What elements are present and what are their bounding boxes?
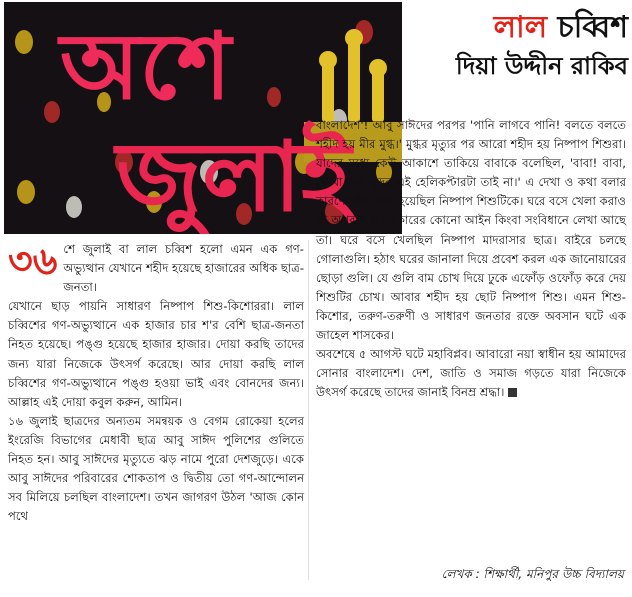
right-column [316,116,626,402]
right-paragraph-2 [316,345,626,402]
title-red-part: লাল [493,10,548,45]
left-paragraph-3: ১৬ জুলাই ছাত্রদের অন্যতম সমন্বয়ক ও বেগম রোকেয়া হলের ইংরেজি বিভাগের মেধাবী ছাত্র আবু সাঈদ পুলিশের গুলিতে নিহত হন। আবু সাঈদের মৃত্যুতে ঝড় নামে পুরো দেশজুড়ে। একে আবু সাঈদের পরিবারের শোকতাপ ও দ্বিতীয় তো গণ-আন্দোলন সব মিলিয়ে চলছিল বাংলাদেশ। তখন জাগরণ উঠল 'আজ কোন পথে [8,413,304,524]
artwork-word-1: অশে [60,13,232,120]
left-paragraph-2: যেখানে ছাড় পায়নি সাধারণ নিষ্পাপ শিশু-কিশোররা। লাল চব্বিশের গণ-অভ্যুত্থানে এক হাজার চার শ'র বেশি ছাত্র-জনতা নিহত হয়েছে। পঙ্গু হয়েছে হাজার হাজার। দোয়া করছি তাদের জন্য যারা নিজেকে উৎসর্গ করেছে। আর দোয়া করছি লাল চব্বিশের গণ-অভ্যুত্থানে পঙ্গু হওয়া ভাই এবং বোনদের জন্য। আল্লাহ এই দোয়া কবুল করুন, আমিন। [8,299,304,409]
right-paragraph-1: বাংলাদেশ'! আবু সাঈদের পরপর 'পানি লাগবে পানি! বলতে বলতে শহীদ হয় মীর মুগ্ধ।' মুগ্ধর মৃত্যুর পর আরো শহীদ হয় নিষ্পাপ শিশুরা। যাদের মধ্যে কেউ আকাশে তাকিয়ে বাবাকে বলেছিল, 'বাবা! বাবা, দেখো কত সুন্দর এই হেলিকপ্টারটা তাই না।' এ দেখা ও কথা বলার কারণে শহীদ হতে হয়েছিল নিষ্পাপ শিশুটিকে। ঘরে বসে খেলা করাও কী অপরাধ বা সরকারের কোনো আইন কিংবা সংবিধানে লেখা আছে তা। ঘরে বসে খেলছিল নিষ্পাপ মাদরাসার ছাত্র। বাইরে চলছে গোলাগুলি। হঠাৎ ঘরের জানালা দিয়ে প্রবেশ করল এক জানোয়ারের ছোড়া গুলি। যে গুলি বাম চোখ দিয়ে ঢুকে এফোঁড় ওফোঁড় করে দেয় শিশুটির চোখ। আবার শহীদ হয় ছোট নিষ্পাপ শিশু। এমন শিশু-কিশোর, তরুণ-তরুণী ও সাধারণ জনতার রক্তে অবসান ঘটে এক জাহেল শাসকের। [316,118,626,343]
end-mark-icon [508,388,517,397]
artwork-word-2: জুলাই [116,121,352,233]
headline-block [410,10,628,82]
dropcap: ৩৬ [8,239,58,283]
left-paragraph-1 [8,240,304,297]
author-line: লেখক : শিক্ষার্থী, মনিপুর উচ্চ বিদ্যালয় [441,567,624,581]
title-black-part: চব্বিশ [557,10,628,45]
left-column [8,240,304,526]
article-byline: দিয়া উদ্দীন রাকিব [455,52,628,80]
article-title [410,10,628,46]
right-paragraph-2-text: অবশেষে ৫ আগস্ট ঘটে মহাবিপ্লব। আবারো নয়া স্বাধীন হয় আমাদের সোনার বাংলাদেশ। দেশ, জাতি ও সমাজ গড়তে যারা নিজেকে উৎসর্গ করেছে তাদের জানাই বিনম্র শ্রদ্ধা। [316,347,626,400]
column-divider [308,240,309,580]
left-paragraph-1-text: শে জুলাই বা লাল চব্বিশ হলো এমন এক গণ-অভ্যুত্থান যেখানে শহীদ হয়েছে হাজারের অধিক ছাত্র-জনতা। [63,242,304,295]
